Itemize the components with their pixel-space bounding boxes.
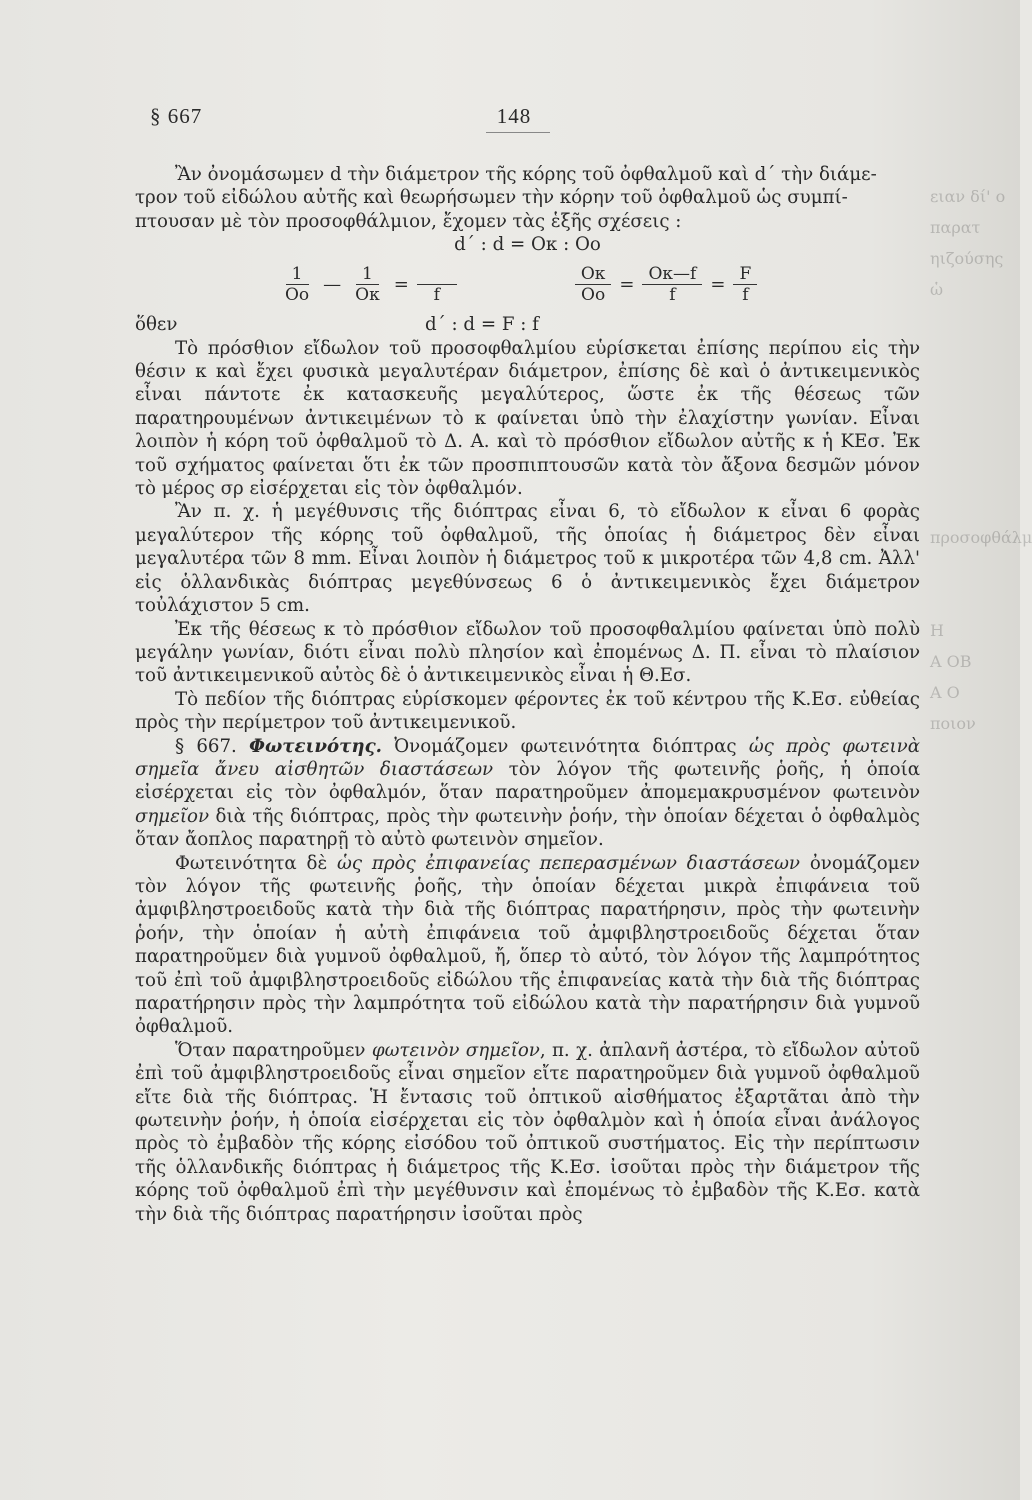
paragraph-1: Τὸ πρόσθιον εἴδωλον τοῦ προσοφθαλμίου εὑρίσκεται ἐπίσης περίπου εἰς τὴν θέσιν κ καὶ ἔχει φυσικὰ μεγαλυτέραν διάμετρον, ἐπίσης δὲ καὶ ὁ ἀντικειμενικὸς εἶναι πάντοτε ἐκ κατασκευῆς μεγαλύτερος, ὥστε ἐκ τῆς θέσεως τῶν παρατηρουμένων ἀντικειμένων τὸ κ φαίνεται ὑπὸ τὴν ἐλαχίστην γωνίαν. Εἶναι λοιπὸν ἡ κόρη τοῦ ὀφθαλμοῦ τὸ Δ. Α. καὶ τὸ πρόσθιον εἴδωλον αὐτῆς κ ἡ ΚΕσ. Ἐκ τοῦ σχήματος φαίνεται ὅτι ἐκ τῶν προσπιπτουσῶν κατὰ τὸν ἄξονα δεσμῶν μόνον τὸ μέρος σρ εἰσέρχεται εἰς τὸν ὀφθαλμόν. xyxy=(135,337,920,500)
bleed-through-line xyxy=(930,398,1020,429)
bleed-through-line: ποιον xyxy=(930,714,976,733)
page-number: 148 xyxy=(474,104,554,129)
bleed-through-line xyxy=(930,584,1020,615)
equation-result: d΄ : d = F : f xyxy=(425,313,539,335)
fraction-denominator: Oo xyxy=(285,285,310,306)
fraction-denominator: f xyxy=(742,285,749,306)
section-title: Φωτεινότης. xyxy=(249,735,382,757)
bleed-through-line xyxy=(930,491,1020,522)
fraction-denominator: Oo xyxy=(581,285,606,306)
paragraph-5-text-c: διὰ τῆς διόπτρας, πρὸς τὴν φωτεινὴν ῥοήν, τὴν ὁποίαν δέχεται ὁ ὀφθαλμὸς ὅταν ἄοπλος παρατηρῇ τὸ αὐτὸ φωτεινὸν σημεῖον. xyxy=(135,805,920,851)
fraction xyxy=(733,264,757,305)
paragraph-5-italic-1: ὡς πρὸς φωτεινὰ σημεῖα ἄνευ αἰσθητῶν διαστάσεων xyxy=(135,735,920,780)
bleed-through-line xyxy=(930,336,1020,367)
fraction-denominator: f xyxy=(669,285,676,306)
paragraph-6-text-b: ὀνομάζομεν τὸν λόγον τῆς φωτεινῆς ῥοῆς, τὴν ὁποίαν δέχεται μικρὰ ἐπιφάνεια τοῦ ἀμφιβληστροειδοῦς κατὰ τὴν διὰ τῆς διόπτρας παρατήρησιν, πρὸς τὴν φωτεινὴν ῥοήν, τὴν ὁποίαν ἡ αὐτὴ ἐπιφάνεια τοῦ ἀμφιβληστροειδοῦς δέχεται ὅταν παρατηροῦμεν διὰ γυμνοῦ ὀφθαλμοῦ, ἤ, ὅπερ τὸ αὐτό, τὸν λόγον τῆς λαμπρότητος τοῦ ἐπὶ τοῦ ἀμφιβληστροειδοῦς εἰδώλου τῆς ἐπιφανείας κατὰ τὴν διὰ τῆς διόπτρας παρατήρησιν πρὸς τὴν λαμπρότητα τοῦ εἰδώλου κατὰ τὴν παρατήρησιν διὰ γυμνοῦ ὀφθαλμοῦ. xyxy=(135,852,920,1038)
bleed-through-line: προσοφθάλμ xyxy=(930,528,1032,547)
paragraph-7-text-b: , π. χ. ἀπλανῆ ἀστέρα, τὸ εἴδωλον αὐτοῦ ἐπὶ τοῦ ἀμφιβληστροειδοῦς εἶναι σημεῖον εἴτε παρατηροῦμεν διὰ γυμνοῦ ὀφθαλμοῦ εἴτε διὰ τῆς διόπτρας. Ἡ ἔντασις τοῦ ὀπτικοῦ αἰσθήματος ἐξαρτᾶται ἀπὸ τὴν φωτεινὴν ῥοήν, ἡ ὁποία εἰσέρχεται εἰς τὸν ὀφθαλμὸν καὶ ἡ ὁποία εἶναι ἀνάλογος πρὸς τὸ ἐμβαδὸν τῆς κόρης εἰσόδου τοῦ ὀπτικοῦ συστήματος. Εἰς τὴν περίπτωσιν τῆς ὁλλανδικῆς διόπτρας ἡ διάμετρος τῆς Κ.Εσ. ἰσοῦται πρὸς τὴν διάμετρον τῆς κόρης τοῦ ὀφθαλμοῦ ἐπὶ τὴν μεγέθυνσιν καὶ ἐπομένως τὸ ἐμβαδὸν τῆς Κ.Εσ. κατὰ τὴν διὰ τῆς διόπτρας παρατήρησιν ἰσοῦται πρὸς xyxy=(135,1039,920,1225)
minus-operator: — xyxy=(323,273,342,295)
intro-line-3: πτουσαν μὲ τὸν προσοφθάλμιον, ἔχομεν τὰς ἑξῆς σχέσεις : xyxy=(135,210,682,232)
fraction-denominator: Oκ xyxy=(355,285,380,306)
hence-label: ὅθεν xyxy=(135,313,178,335)
fraction-numerator: F xyxy=(733,264,757,285)
fraction xyxy=(349,264,386,305)
fraction xyxy=(417,264,457,305)
bleed-through-text xyxy=(930,150,1032,750)
paragraph-5-text-a: Ὀνομάζομεν φωτεινότητα διόπτρας xyxy=(381,735,749,757)
bleed-through-line: παρατ xyxy=(930,218,981,237)
paragraph-7 xyxy=(135,1039,920,1226)
paragraph-5-italic-2: σημεῖον xyxy=(135,805,210,827)
bleed-through-line: Α Ο xyxy=(930,683,960,702)
equation-fractions xyxy=(135,259,920,311)
fraction-numerator xyxy=(417,264,457,285)
equals-operator: = xyxy=(393,273,409,295)
paragraph-4: Τὸ πεδίον τῆς διόπτρας εὑρίσκομεν φέροντες ἐκ τοῦ κέντρου τῆς Κ.Εσ. εὐθείας πρὸς τὴν περίμετρον τοῦ ἀντικειμενικοῦ. xyxy=(135,688,920,734)
fraction-numerator: Oκ xyxy=(575,264,612,285)
paragraph-3: Ἐκ τῆς θέσεως κ τὸ πρόσθιον εἴδωλον τοῦ προσοφθαλμίου φαίνεται ὑπὸ πολὺ μεγάλην γωνίαν, διότι εἶναι πολὺ πλησίον καὶ ἐπομένως Δ. Π. εἶναι τὸ πλαίσιον τοῦ ἀντικειμενικοῦ αὐτὸς δὲ ὁ ἀντικειμενικὸς εἶναι ἡ Θ.Εσ. xyxy=(135,618,920,687)
fraction-numerator: Oκ—f xyxy=(642,264,702,285)
paragraph-5-text-b: τὸν λόγον τῆς φωτεινῆς ῥοῆς, ἡ ὁποία εἰσέρχεται εἰς τὸν ὀφθαλμόν, ὅταν παρατηροῦμεν ἀπομεμακρυσμένον φωτεινὸν xyxy=(135,758,920,804)
bleed-through-line xyxy=(930,429,1020,460)
equals-operator: = xyxy=(710,273,726,295)
bleed-through-line xyxy=(930,367,1020,398)
paragraph-5 xyxy=(135,735,920,852)
bleed-through-line xyxy=(930,150,1020,181)
bleed-through-line xyxy=(930,460,1020,491)
equation-ratio: d΄ : d = Oκ : Oo xyxy=(454,234,601,256)
equals-operator: = xyxy=(619,273,635,295)
fraction-numerator: 1 xyxy=(286,264,309,285)
fraction xyxy=(279,264,315,305)
body-text xyxy=(135,163,920,1226)
fraction-numerator: 1 xyxy=(356,264,379,285)
paragraph-6-italic: ὡς πρὸς ἐπιφανείας πεπερασμένων διαστάσεων xyxy=(337,852,800,874)
intro-line-2: τρον τοῦ εἰδώλου αὐτῆς καὶ θεωρήσωμεν τὴν κόρην τοῦ ὀφθαλμοῦ ὡς συμπί- xyxy=(135,187,848,209)
section-number: § 667. xyxy=(175,735,237,757)
paragraph-6-text-a: Φωτεινότητα δὲ xyxy=(175,852,338,874)
bleed-through-line: Η xyxy=(930,621,944,640)
paragraph-7-italic: φωτεινὸν σημεῖον xyxy=(371,1039,540,1061)
bleed-through-line: ειαν δί' ο xyxy=(930,187,1006,206)
bleed-through-line: ὡ xyxy=(930,280,944,299)
fraction-denominator: f xyxy=(433,285,440,306)
fraction-group-left xyxy=(275,264,461,305)
bleed-through-line: Α ΟΒ xyxy=(930,652,972,671)
fraction-group-right xyxy=(571,264,761,305)
equation-hence xyxy=(135,313,920,337)
intro-line-1: Ἂν ὀνομάσωμεν d τὴν διάμετρον τῆς κόρης τοῦ ὀφθαλμοῦ καὶ d΄ τὴν διάμε- xyxy=(175,164,877,185)
paragraph-2: Ἂν π. χ. ἡ μεγέθυνσις τῆς διόπτρας εἶναι 6, τὸ εἴδωλον κ εἶναι 6 φορὰς μεγαλύτερον τῆς κόρης τοῦ ὀφθαλμοῦ, τῆς ὁποίας ἡ διάμετρος δὲν εἶναι μεγαλυτέρα τῶν 8 mm. Εἶναι λοιπὸν ἡ διάμετρος τοῦ κ μικροτέρα τῶν 4,8 cm. Ἀλλ' εἰς ὁλλανδικὰς διόπτρας μεγεθύνσεως 6 ὁ ἀντικειμενικὸς ἔχει διάμετρον τοὐλάχιστον 5 cm. xyxy=(135,501,920,617)
bleed-through-line xyxy=(930,553,1020,584)
paragraph-6 xyxy=(135,852,920,1039)
paragraph-7-text-a: Ὅταν παρατηροῦμεν xyxy=(175,1039,372,1061)
fraction xyxy=(642,264,702,305)
bleed-through-line xyxy=(930,305,1020,336)
bleed-through-line: ηιζούσης xyxy=(930,249,1004,268)
page-header xyxy=(0,104,1020,144)
section-mark: § 667 xyxy=(150,104,203,128)
fraction xyxy=(575,264,612,305)
